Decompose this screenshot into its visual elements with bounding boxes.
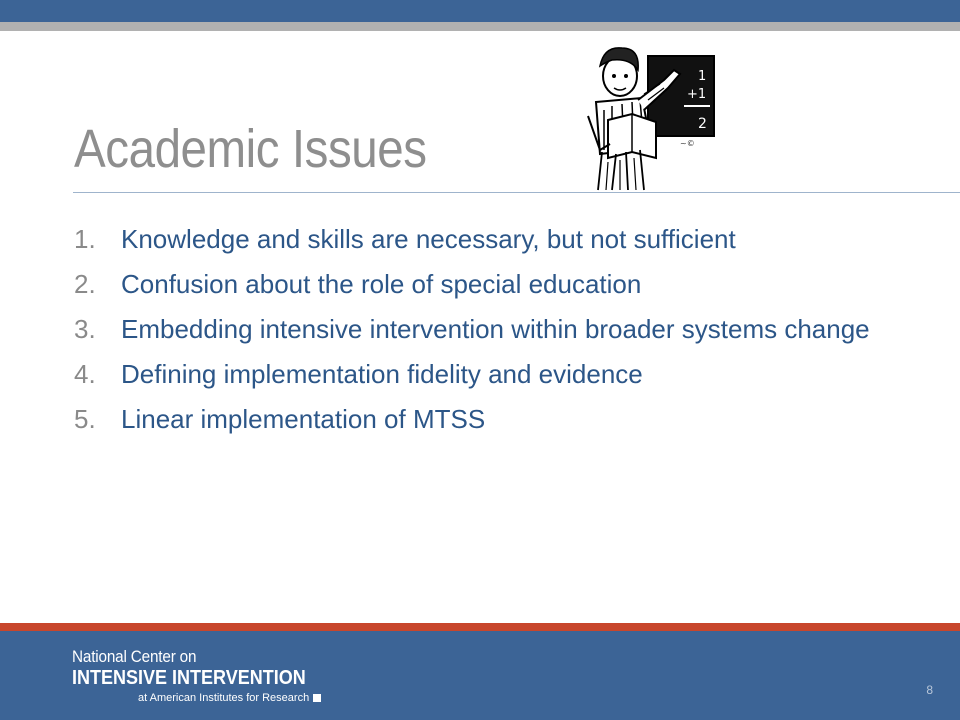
svg-text:~©: ~© [680,139,695,148]
list-text: Knowledge and skills are necessary, but not sufficient [121,224,736,254]
list-item [74,404,934,435]
list-item [74,269,934,300]
logo-line3 [138,690,332,706]
list-text: Defining implementation fidelity and evidence [121,359,643,389]
teacher-at-chalkboard-icon [560,40,735,192]
list-text: Embedding intensive intervention within broader systems change [121,314,870,344]
svg-text:+1: +1 [687,87,707,102]
slide-title: Academic Issues [74,119,427,179]
list-item [74,359,934,390]
list-number: 3. [74,314,96,344]
logo-line1: National Center on [72,647,197,666]
issues-list [74,224,934,449]
title-rule [73,192,960,193]
list-number: 2. [74,269,96,299]
svg-text:2: 2 [698,116,707,132]
organization-logo [72,648,332,706]
top-banner [0,0,960,22]
page-number: 8 [926,683,933,697]
list-text: Confusion about the role of special education [121,269,642,299]
list-number: 5. [74,404,96,434]
list-number: 4. [74,359,96,389]
list-text: Linear implementation of MTSS [121,404,486,434]
svg-text:1: 1 [698,69,707,84]
list-item [74,314,934,345]
logo-line3-text: at American Institutes for Research [138,692,310,704]
top-divider [0,22,960,31]
list-item [74,224,934,255]
square-icon [313,694,321,702]
list-number: 1. [74,224,96,254]
logo-line2: INTENSIVE INTERVENTION [72,667,306,689]
footer-accent-bar [0,623,960,631]
